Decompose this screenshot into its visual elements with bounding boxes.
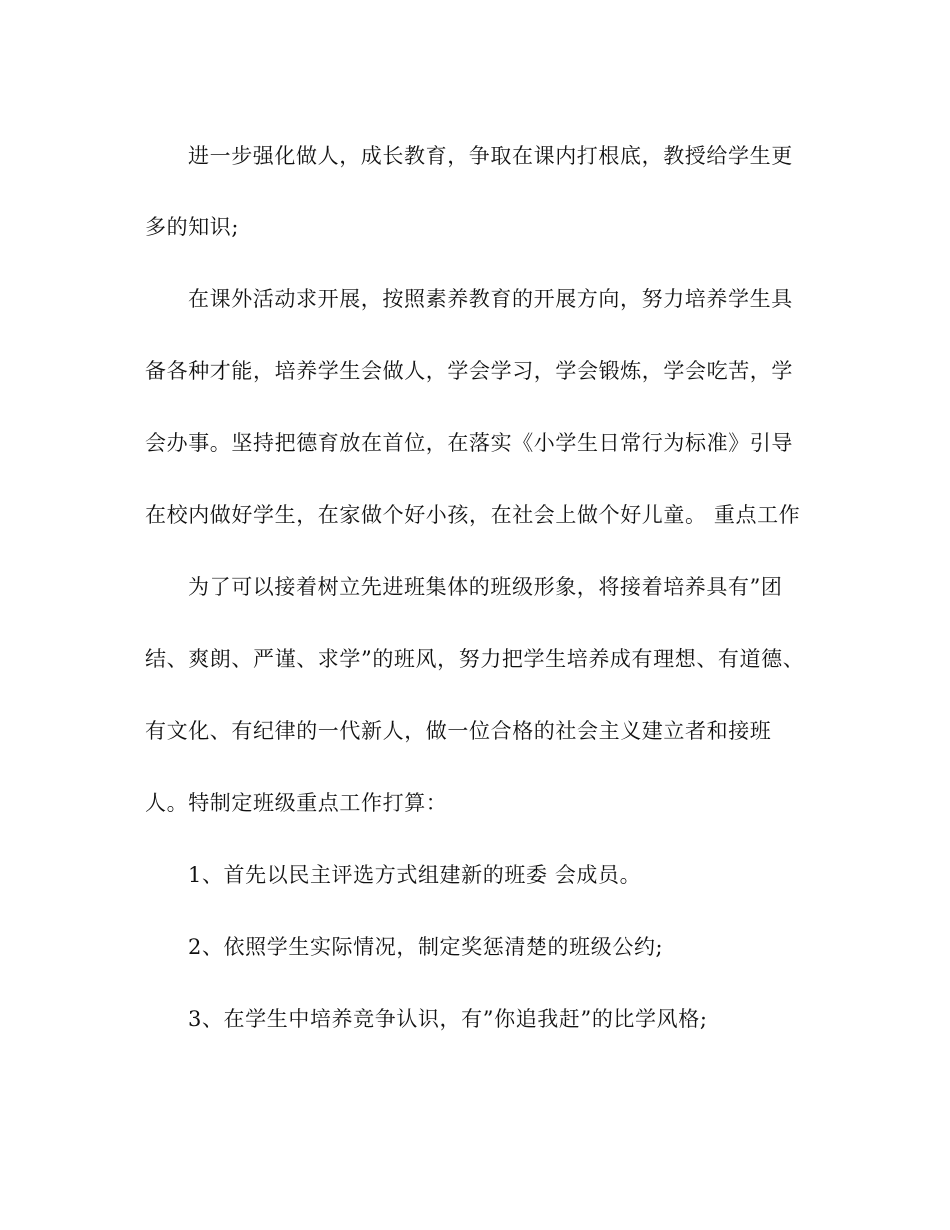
text-line: 人。特制定班级重点工作打算： bbox=[145, 791, 448, 815]
list-item: 3、在学生中培养竞争认识，有”你追我赶”的比学风格; bbox=[188, 1007, 708, 1031]
text-line: 会办事。坚持把德育放在首位，在落实《小学生日常行为标准》引导 bbox=[145, 431, 793, 455]
text-line: 有文化、有纪律的一代新人，做一位合格的社会主义建立者和接班 bbox=[145, 719, 772, 743]
text-line: 在校内做好学生，在家做个好小孩，在社会上做个好儿童。 重点工作 bbox=[145, 503, 801, 527]
text-line: 备各种才能，培养学生会做人，学会学习，学会锻炼，学会吃苦，学 bbox=[145, 359, 793, 383]
text-line: 多的知识; bbox=[145, 215, 240, 239]
list-item: 1、首先以民主评选方式组建新的班委 会成员。 bbox=[188, 863, 642, 887]
text-line: 结、爽朗、严谨、求学”的班风，努力把学生培养成有理想、有道德、 bbox=[145, 647, 805, 671]
text-line: 进一步强化做人，成长教育，争取在课内打根底，教授给学生更 bbox=[188, 144, 793, 168]
text-line: 为了可以接着树立先进班集体的班级形象，将接着培养具有”团 bbox=[188, 575, 783, 599]
text-line: 在课外活动求开展，按照素养教育的开展方向，努力培养学生具 bbox=[188, 287, 793, 311]
list-item: 2、依照学生实际情况，制定奖惩清楚的班级公约; bbox=[188, 935, 664, 959]
